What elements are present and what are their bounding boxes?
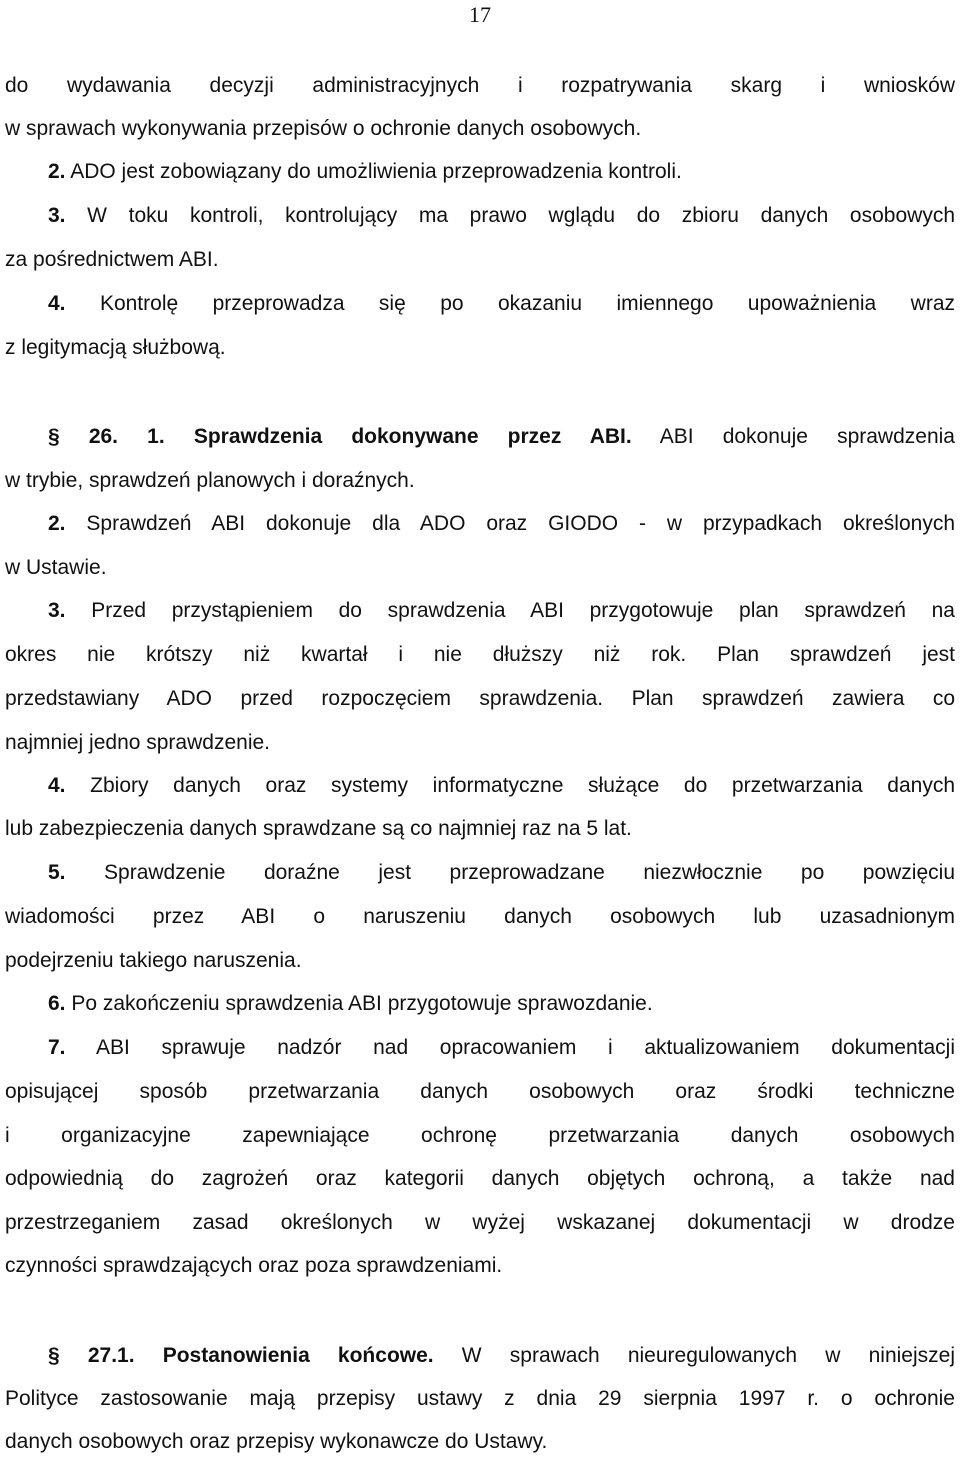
text-line [48,202,955,230]
text-run: Sprawdzenie doraźne jest przeprowadzane niezwłocznie po powzięciu [65,861,955,884]
text-line [48,597,955,625]
text-run: z legitymacją służbową. [5,336,226,359]
bold-text: 4. [48,292,66,315]
text-line [5,115,955,143]
text-run: i organizacyjne zapewniające ochronę przetwarzania danych osobowych [5,1124,955,1147]
text-run: przestrzeganiem zasad określonych w wyżej wskazanej dokumentacji w drodze [5,1211,955,1234]
text-line [5,1209,955,1237]
bold-text: 4. [48,774,66,797]
text-run: ABI sprawuje nadzór nad opracowaniem i aktualizowaniem dokumentacji [65,1036,955,1059]
text-run: do wydawania decyzji administracyjnych i rozpatrywania skarg i wniosków [5,74,955,97]
text-line [5,903,955,931]
text-run: odpowiednią do zagrożeń oraz kategorii danych objętych ochroną, a także nad [5,1167,955,1190]
text-line [5,947,955,975]
text-run: W toku kontroli, kontrolujący ma prawo wglądu do zbioru danych osobowych [65,204,955,227]
bold-text: § 26. 1. Sprawdzenia dokonywane przez ABI. [48,425,632,448]
text-run: lub zabezpieczenia danych sprawdzane są co najmniej raz na 5 lat. [5,817,632,840]
text-line [5,1252,955,1280]
text-line [48,859,955,887]
bold-text: 2. [48,512,66,535]
text-run: czynności sprawdzających oraz poza sprawdzeniami. [5,1254,503,1277]
text-line [48,423,955,451]
text-line [5,815,955,843]
text-run: w sprawach wykonywania przepisów o ochronie danych osobowych. [5,117,642,140]
text-run: W sprawach nieuregulowanych w niniejszej [433,1344,955,1367]
text-run: w Ustawie. [5,556,107,579]
text-line [5,1385,955,1413]
bold-text: 2. [48,160,66,183]
text-run: najmniej jedno sprawdzenie. [5,731,270,754]
text-run: wiadomości przez ABI o naruszeniu danych osobowych lub uzasadnionym [5,905,955,928]
bold-text: 5. [48,861,66,884]
text-line [5,467,955,495]
text-run: Sprawdzeń ABI dokonuje dla ADO oraz GIODO - w przypadkach określonych [65,512,955,535]
page-number: 17 [469,2,491,27]
bold-text: 6. [48,992,66,1015]
bold-text: 3. [48,599,66,622]
text-run: w trybie, sprawdzeń planowych i doraźnych. [5,469,415,492]
text-line [5,1428,955,1456]
text-run: przedstawiany ADO przed rozpoczęciem sprawdzenia. Plan sprawdzeń zawiera co [5,687,955,710]
text-line [48,290,955,318]
text-run: Przed przystąpieniem do sprawdzenia ABI przygotowuje plan sprawdzeń na [65,599,955,622]
text-line [5,554,955,582]
text-line [48,772,955,800]
text-line [5,72,955,100]
text-run: ABI dokonuje sprawdzenia [631,425,955,448]
text-run: Po zakończeniu sprawdzenia ABI przygotowuje sprawozdanie. [65,992,653,1015]
text-line [5,685,955,713]
text-run: Kontrolę przeprowadza się po okazaniu imiennego upoważnienia wraz [65,292,955,315]
text-line [5,1122,955,1150]
text-line [5,246,955,274]
text-line [5,729,955,757]
text-line [48,1034,955,1062]
text-line [48,990,955,1018]
text-run: Zbiory danych oraz systemy informatyczne służące do przetwarzania danych [65,774,955,797]
text-line [5,641,955,669]
text-run: okres nie krótszy niż kwartał i nie dłuższy niż rok. Plan sprawdzeń jest [5,643,955,666]
text-line [48,1342,955,1370]
text-line [48,510,955,538]
bold-text: § 27.1. Postanowienia końcowe. [48,1344,434,1367]
text-run: Polityce zastosowanie mają przepisy ustawy z dnia 29 sierpnia 1997 r. o ochronie [5,1387,955,1410]
text-run: za pośrednictwem ABI. [5,248,219,271]
text-run: opisującej sposób przetwarzania danych osobowych oraz środki techniczne [5,1080,955,1103]
text-run: ADO jest zobowiązany do umożliwienia przeprowadzenia kontroli. [65,160,682,183]
text-line [5,334,955,362]
bold-text: 7. [48,1036,66,1059]
text-run: podejrzeniu takiego naruszenia. [5,949,302,972]
text-run: danych osobowych oraz przepisy wykonawcze do Ustawy. [5,1430,548,1453]
text-line [48,158,955,186]
text-line [5,1165,955,1193]
bold-text: 3. [48,204,66,227]
text-line [5,1078,955,1106]
